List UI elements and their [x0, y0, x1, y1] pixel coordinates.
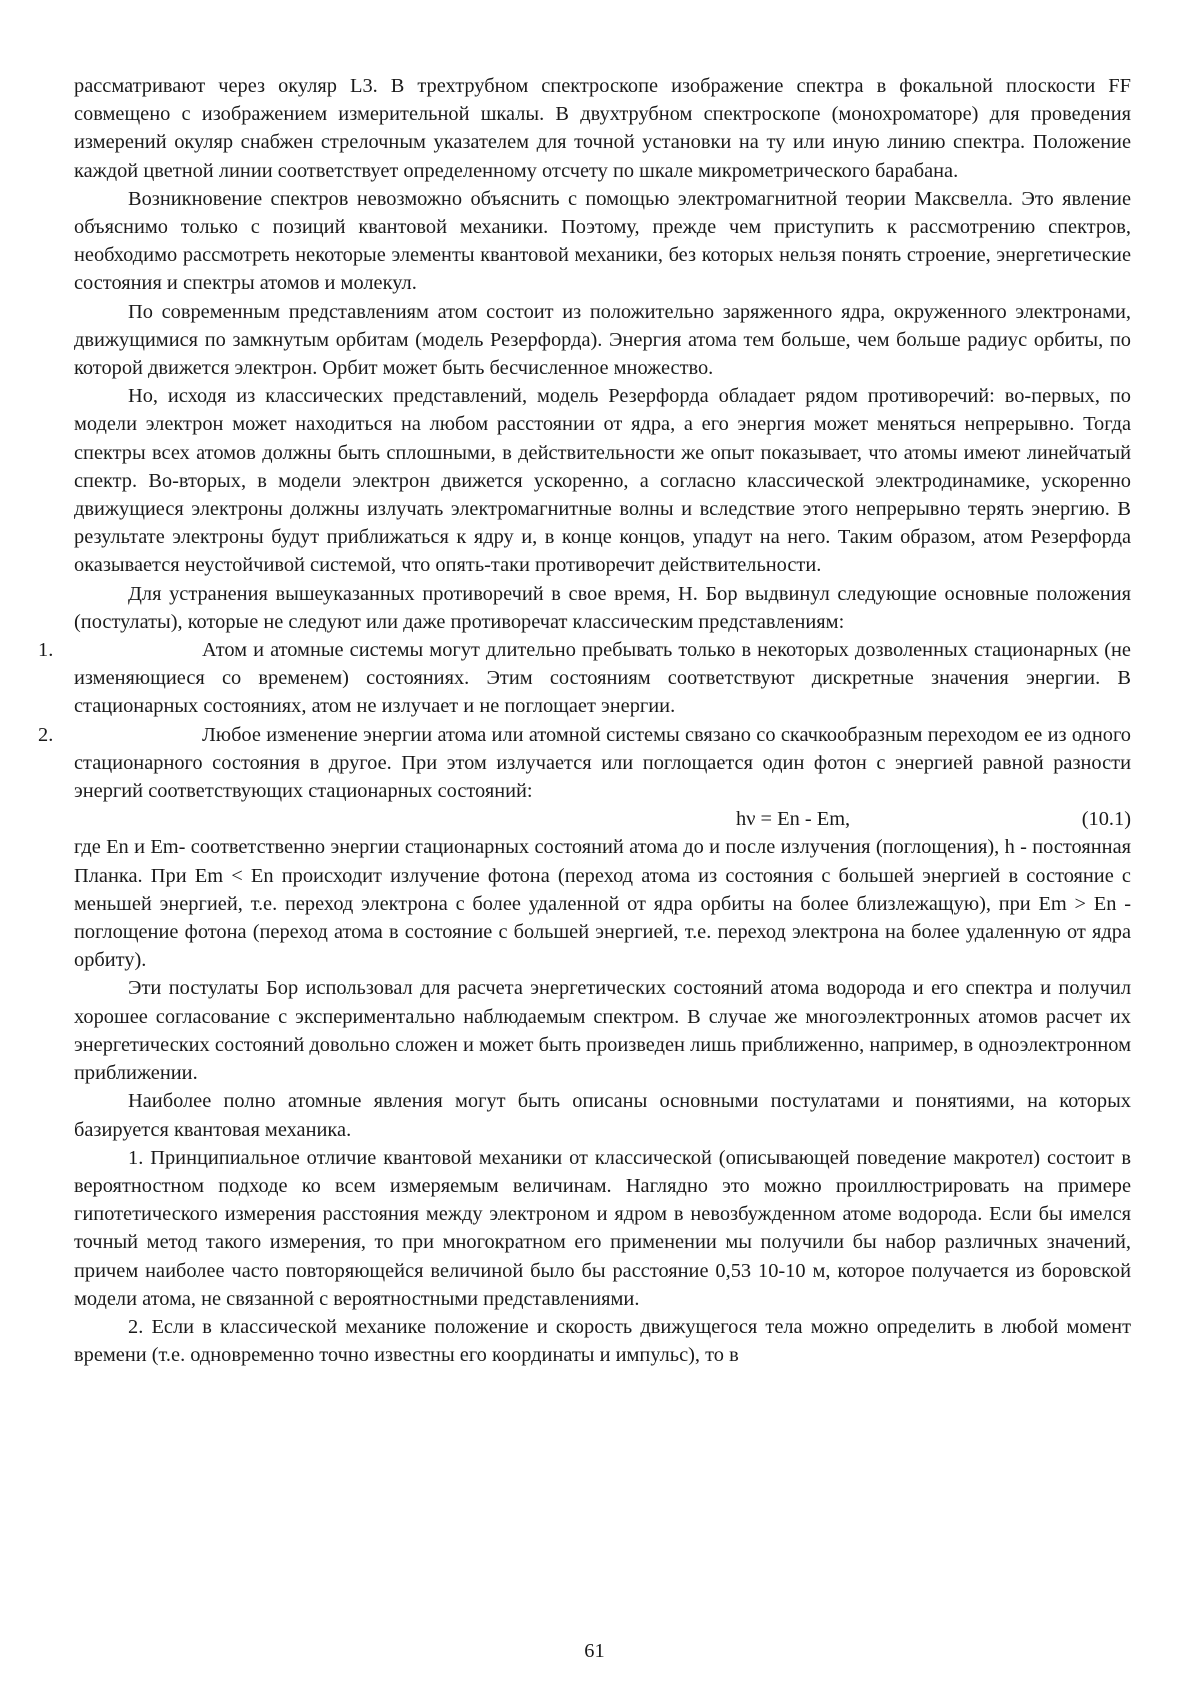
- paragraph-rutherford-model: По современным представлениям атом состоит из положительно заряженного ядра, окруженного электронами, движущимися по замкнутым орбитам (модель Резерфорда). Энергия атома тем больше, чем больше радиус орбиты, по которой движется электрон. Орбит может быть бесчисленное множество.: [74, 300, 1131, 380]
- paragraph-contradictions: Но, исходя из классических представлений, модель Резерфорда обладает рядом противоречий: во-первых, по модели электрон может находиться на любом расстоянии от ядра, а его энергия может меняться непрерывно. Тогда спектры всех атомов должны быть сплошными, в действительности же опыт показывает, что атомы имеют линейчатый спектр. Во-вторых, в модели электрон движется ускоренно, а согласно классической электродинамике, ускоренно движущиеся электроны должны излучать электромагнитные волны и вследствие этого непрерывно терять энергию. В результате электроны будут приближаться к ядру и, в конце концов, упадут на него. Таким образом, атом Резерфорда оказывается неустойчивой системой, что опять-таки противоречит действительности.: [74, 385, 1131, 577]
- paragraph-bohr-hydrogen: Эти постулаты Бор использовал для расчета энергетических состояний атома водорода и его спектра и получил хорошее согласование с экспериментально наблюдаемым спектром. В случае же многоэлектронных атомов расчет их энергетических состояний довольно сложен и может быть произведен лишь приближенно, например, в одноэлектронном приближении.: [74, 977, 1131, 1085]
- equation-expression: hν = En - Em,: [736, 808, 851, 831]
- paragraph-quantum-mechanics: Наиболее полно атомные явления могут быть описаны основными постулатами и понятиями, на которых базируется квантовая механика.: [74, 1090, 1131, 1141]
- quantum-item-2: 2. Если в классической механике положение и скорость движущегося тела можно определить в любой момент времени (т.е. одновременно точно известны его координаты и импульс), то в: [74, 1315, 1131, 1367]
- postulate-number: 1.: [38, 639, 54, 662]
- postulate-text: Атом и атомные системы могут длительно пребывать только в некоторых дозволенных стационарных (не изменяющиеся со временем) состояниях. Этим состояниям соответствуют дискретные значения энергии. В стационарных состояниях, атом не излучает и не поглощает энергии.: [74, 639, 1131, 718]
- paragraph-energy-definitions: где En и Em- соответственно энергии стационарных состояний атома до и после излучения (поглощения), h - постоянная Планка. При Em < En происходит излучение фотона (переход атома из состояния с большей энергией в состояние с меньшей энергией, т.е. переход электрона с более удаленной от ядра орбиты на более близлежащую), при Em > En - поглощение фотона (переход атома в состояние с большей энергией, т.е. переход электрона на более удаленную от ядра орбиту).: [74, 836, 1131, 972]
- equation-number: (10.1): [1081, 808, 1131, 831]
- postulate-item: [38, 721, 1131, 806]
- equation-10-1: [74, 805, 1131, 833]
- paragraph-spectroscope: рассматривают через окуляр L3. В трехтрубном спектроскопе изображение спектра в фокальной плоскости FF совмещено с изображением измерительной шкалы. В двухтрубном спектроскопе (монохроматоре) для проведения измерений окуляр снабжен стрелочным указателем для точной установки на ту или иную линию спектра. Положение каждой цветной линии соответствует определенному отсчету по шкале микрометрического барабана.: [74, 75, 1131, 182]
- page-number: 61: [584, 1640, 605, 1662]
- postulate-number: 2.: [38, 723, 54, 746]
- paragraph-bohr-intro: Для устранения вышеуказанных противоречий в свое время, Н. Бор выдвинул следующие основные положения (постулаты), которые не следуют или даже противоречат классическим представлениям:: [74, 582, 1131, 633]
- quantum-item-1: 1. Принципиальное отличие квантовой механики от классической (описывающей поведение макротел) состоит в вероятностном подходе ко всем измеряемым величинам. Наглядно это можно проиллюстрировать на примере гипотетического измерения расстояния между электроном и ядром в невозбужденном атоме водорода. Если бы имелся точный метод такого измерения, то при многократном его применении мы получили бы набор различных значений, причем наиболее часто повторяющейся величиной было бы расстояние 0,53 10-10 м, которое получается из боровской модели атома, не связанной с вероятностными представлениями.: [74, 1146, 1131, 1310]
- postulate-text: Любое изменение энергии атома или атомной системы связано со скачкообразным переходом ее из одного стационарного состояния в другое. При этом излучается или поглощается один фотон с энергией равной разности энергий соответствующих стационарных состояний:: [74, 723, 1131, 803]
- postulate-item: [38, 636, 1131, 721]
- paragraph-spectra-origin: Возникновение спектров невозможно объяснить с помощью электромагнитной теории Максвелла. Это явление объяснимо только с позиций квантовой механики. Поэтому, прежде чем приступить к рассмотрению спектров, необходимо рассмотреть некоторые элементы квантовой механики, без которых нельзя понять строение, энергетические состояния и спектры атомов и молекул.: [74, 187, 1131, 295]
